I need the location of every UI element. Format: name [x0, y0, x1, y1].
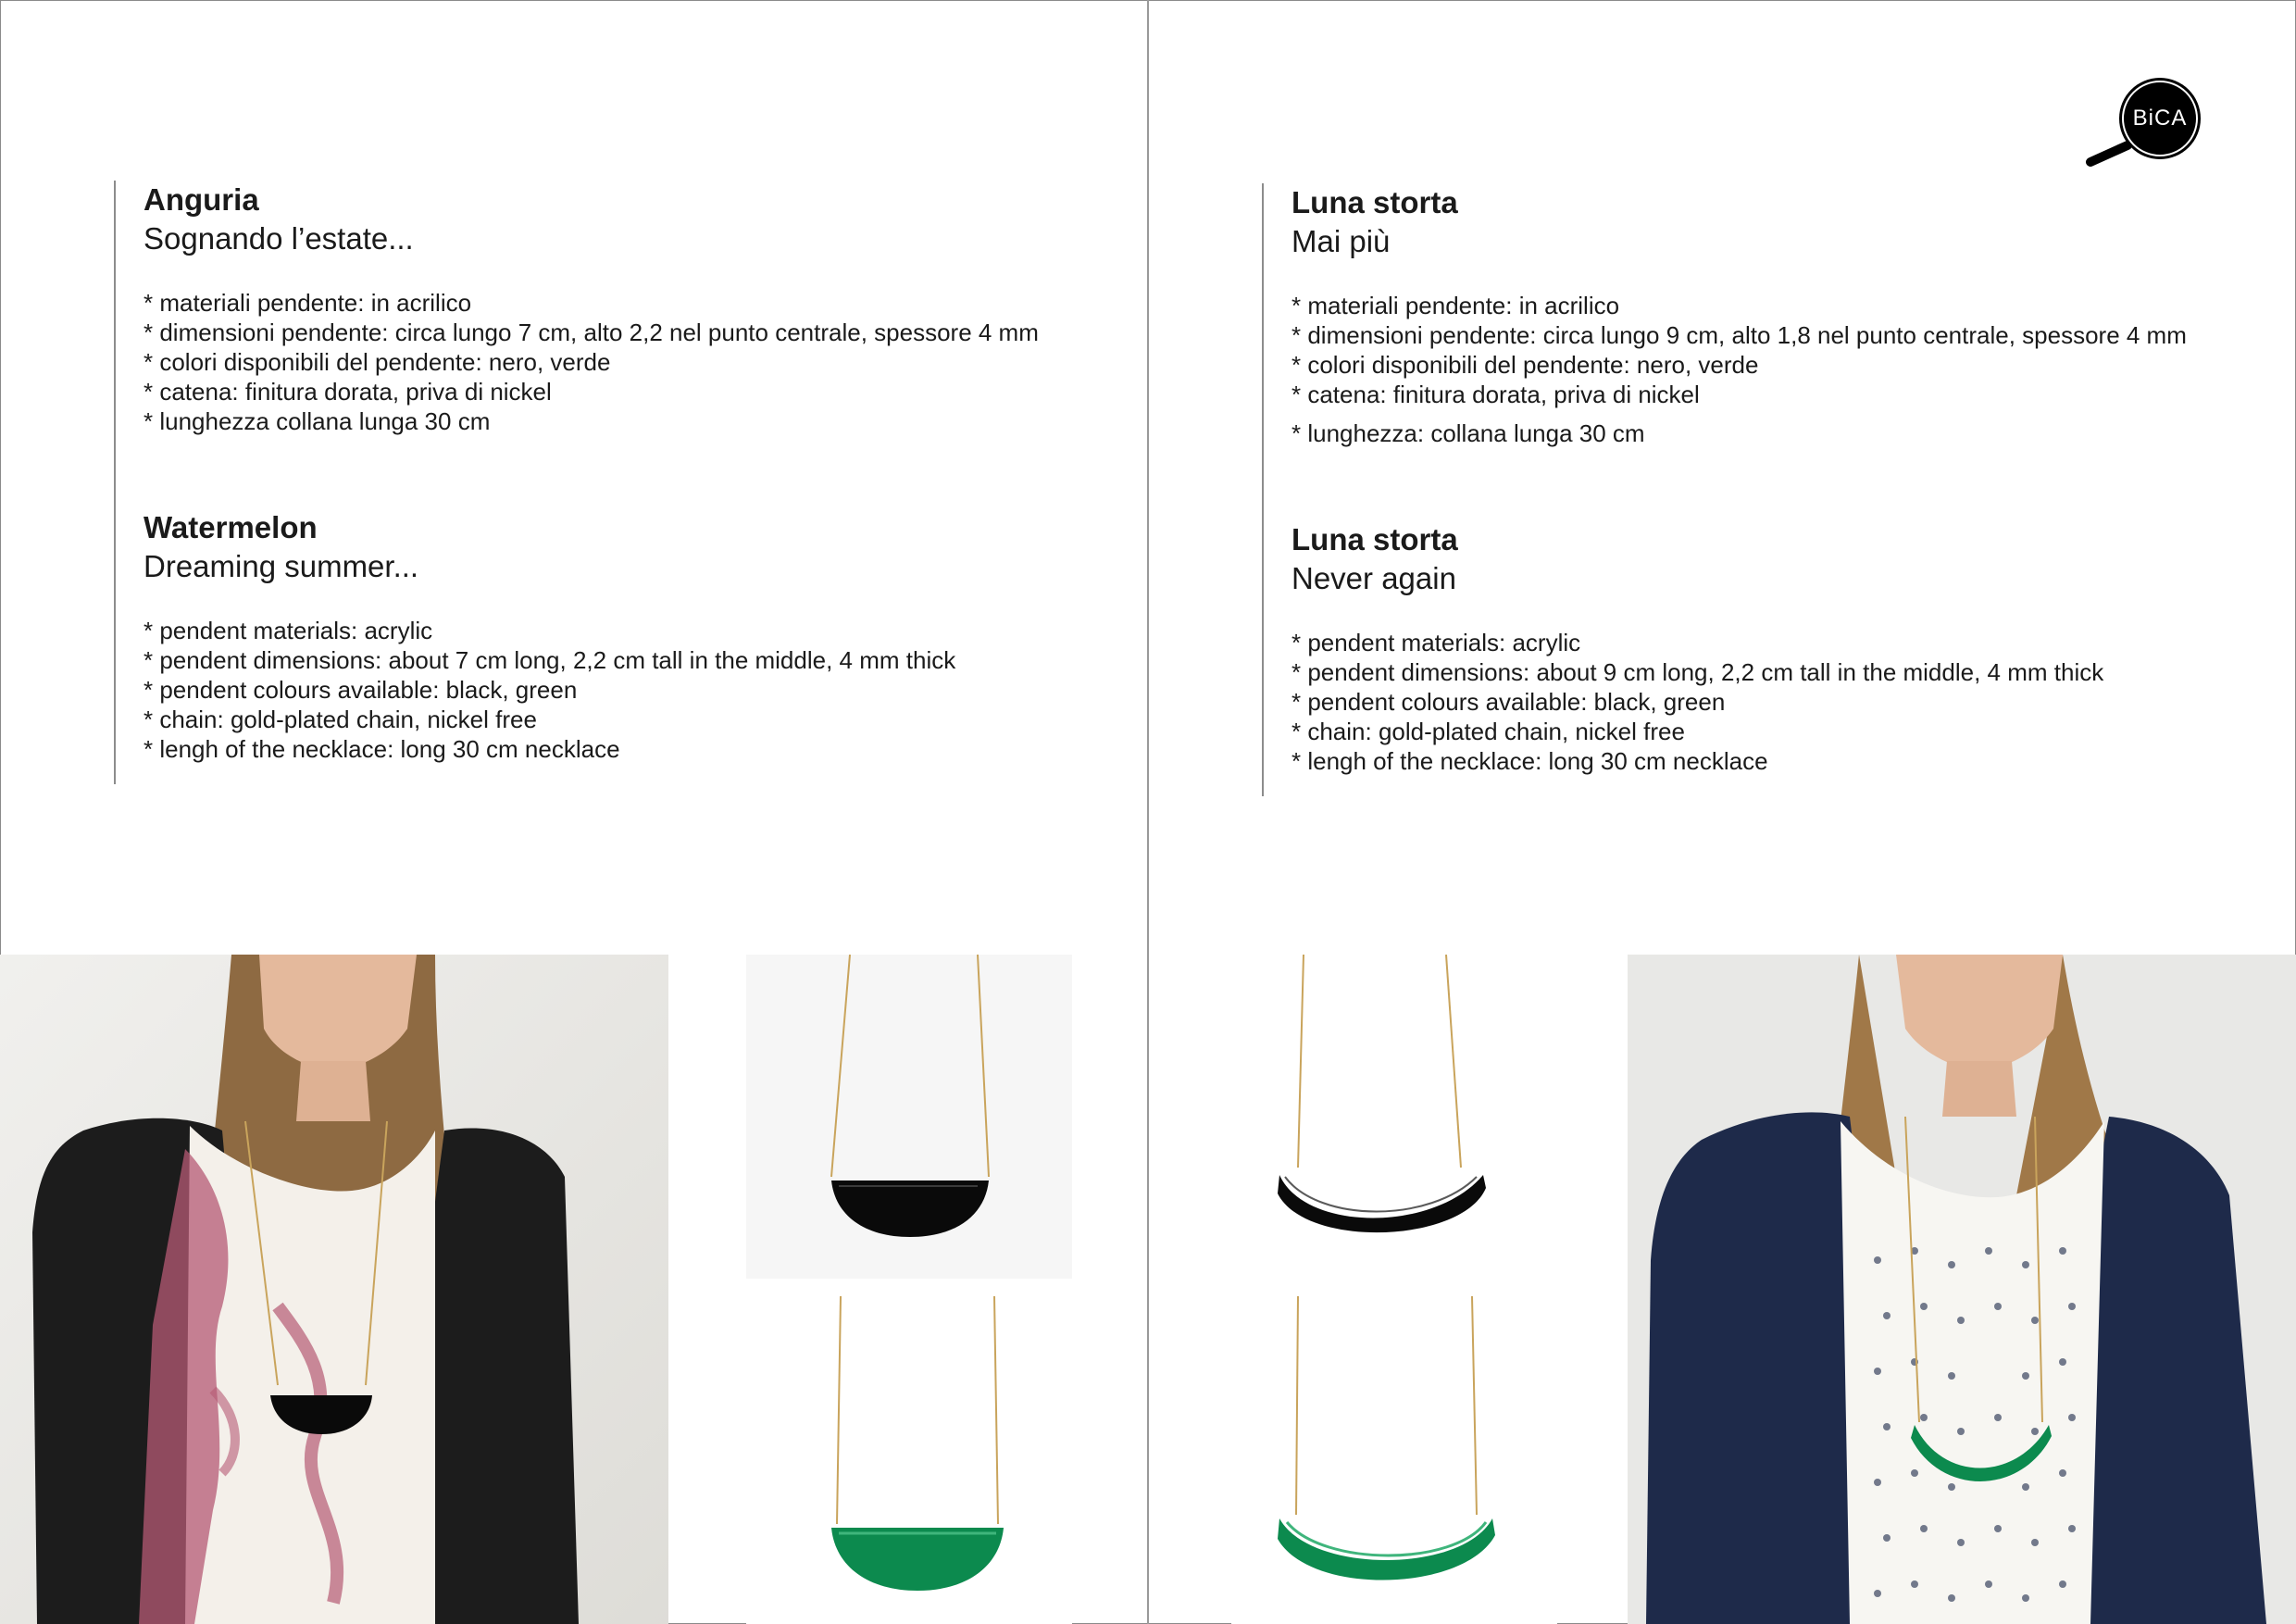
- product-photo-black-halfmoon: [746, 955, 1072, 1279]
- product-photo-green-halfmoon: [746, 1296, 1072, 1624]
- spec-list: [1292, 291, 2187, 448]
- spec-item: * chain: gold-plated chain, nickel free: [1292, 718, 1685, 745]
- product-photo-black-crescent: [1231, 955, 1557, 1279]
- product-subtitle: Mai più: [1292, 224, 1391, 258]
- spec-item: * colori disponibili del pendente: nero, verde: [1292, 351, 1759, 379]
- spec-item: * pendent materials: acrylic: [144, 617, 433, 644]
- spec-item: * materiali pendente: in acrilico: [144, 289, 472, 317]
- spec-item: * dimensioni pendente: circa lungo 9 cm, alto 1,8 nel punto centrale, spessore 4 mm: [1292, 321, 2187, 349]
- spec-item: * pendent materials: acrylic: [1292, 629, 1581, 656]
- product-title: Anguria: [144, 182, 259, 217]
- model-photo-black-pendant: [0, 955, 668, 1624]
- watermelon-section: [144, 508, 1039, 764]
- product-subtitle: Never again: [1292, 561, 1456, 595]
- spec-item: * pendent dimensions: about 9 cm long, 2,2 cm tall in the middle, 4 mm thick: [1292, 658, 2104, 686]
- right-text-block: [1262, 183, 2187, 796]
- spec-item: * lunghezza: collana lunga 30 cm: [1292, 419, 1645, 447]
- product-title: Watermelon: [144, 510, 318, 544]
- luna-storta-en-section: [1292, 520, 2187, 776]
- spec-list: [144, 616, 1039, 764]
- product-title: Luna storta: [1292, 185, 1458, 219]
- product-photo-green-crescent: [1231, 1296, 1557, 1624]
- spec-item: * lengh of the necklace: long 30 cm necklace: [144, 735, 620, 763]
- spec-item: * colori disponibili del pendente: nero, verde: [144, 348, 611, 376]
- spec-item: * lengh of the necklace: long 30 cm necklace: [1292, 747, 1768, 775]
- luna-storta-it-section: [1292, 183, 2187, 448]
- anguria-section: [144, 181, 1039, 436]
- logo-text: BiCA: [2132, 106, 2188, 131]
- model-photo-green-pendant: [1628, 955, 2296, 1624]
- spec-item: * lunghezza collana lunga 30 cm: [144, 407, 491, 435]
- product-title: Luna storta: [1292, 522, 1458, 556]
- spec-item: * pendent colours available: black, green: [144, 676, 578, 704]
- product-subtitle: Sognando l’estate...: [144, 221, 414, 256]
- spec-list: [1292, 628, 2187, 776]
- page-spine: [1147, 0, 1149, 1624]
- spec-item: * materiali pendente: in acrilico: [1292, 292, 1620, 319]
- spec-item: * pendent dimensions: about 7 cm long, 2,2 cm tall in the middle, 4 mm thick: [144, 646, 956, 674]
- spec-list: [144, 288, 1039, 436]
- left-text-block: [114, 181, 1039, 784]
- spec-item: * dimensioni pendente: circa lungo 7 cm, alto 2,2 nel punto centrale, spessore 4 mm: [144, 319, 1039, 346]
- bica-logo: [2085, 69, 2205, 176]
- spec-item: * pendent colours available: black, green: [1292, 688, 1726, 716]
- spec-item: * catena: finitura dorata, priva di nickel: [144, 378, 552, 406]
- product-subtitle: Dreaming summer...: [144, 549, 419, 583]
- spec-item: * catena: finitura dorata, priva di nickel: [1292, 381, 1700, 408]
- spec-item: * chain: gold-plated chain, nickel free: [144, 706, 537, 733]
